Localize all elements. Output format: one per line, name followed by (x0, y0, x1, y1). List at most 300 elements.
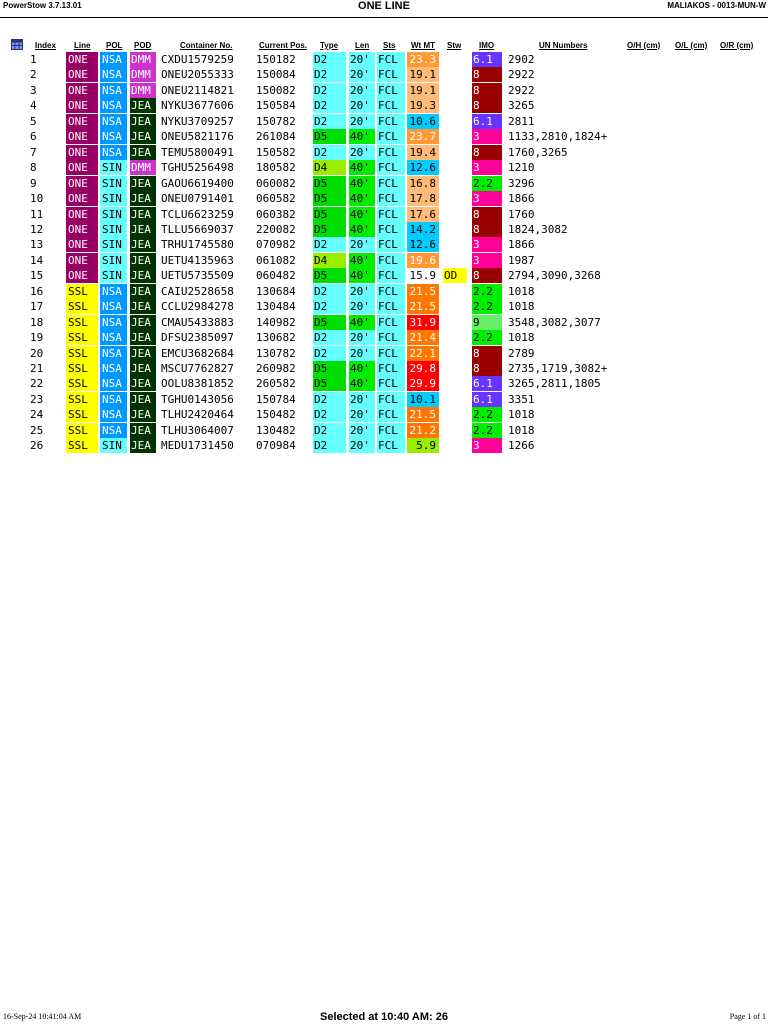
cell-un-numbers: 2922 (508, 68, 535, 82)
cell-container-no: ONEU5821176 (161, 130, 234, 144)
cell-type: D2 (313, 284, 346, 299)
header-or[interactable]: O/R (cm) (720, 41, 754, 50)
cell-pod: JEA (130, 222, 156, 237)
cell-len: 40' (349, 268, 375, 283)
cell-index: 2 (30, 68, 37, 82)
cell-stowage (443, 284, 467, 299)
cell-len: 40' (349, 253, 375, 268)
cell-sts: FCL (377, 52, 405, 67)
cell-weight: 17.6 (407, 207, 439, 222)
cell-pol: SIN (100, 268, 127, 283)
cell-type: D2 (313, 299, 346, 314)
cell-current-pos: 150782 (256, 114, 296, 128)
header-pol[interactable]: POL (106, 41, 123, 50)
cell-pod: JEA (130, 176, 156, 191)
cell-weight: 23.3 (407, 52, 439, 67)
cell-container-no: MEDU1731450 (161, 439, 234, 453)
cell-pol: NSA (100, 361, 127, 376)
cell-imo: 6.1 (472, 52, 502, 67)
cell-len: 40' (349, 315, 375, 330)
cell-line: ONE (66, 176, 98, 191)
cell-type: D2 (313, 145, 346, 160)
cell-len: 40' (349, 191, 375, 206)
header-type[interactable]: Type (320, 41, 339, 50)
table-row[interactable] (0, 83, 768, 98)
cell-pol: NSA (100, 407, 127, 422)
cell-stowage (443, 98, 467, 113)
cell-type: D2 (313, 438, 346, 453)
cell-len: 40' (349, 361, 375, 376)
cell-pol: SIN (100, 253, 127, 268)
cell-pod: JEA (130, 376, 156, 391)
cell-sts: FCL (377, 129, 405, 144)
cell-current-pos: 220082 (256, 222, 296, 236)
table-row[interactable] (0, 207, 768, 222)
table-row[interactable] (0, 114, 768, 129)
cell-imo: 2.2 (472, 284, 502, 299)
cell-type: D5 (313, 176, 346, 191)
cell-pol: NSA (100, 330, 127, 345)
cell-index: 7 (30, 145, 37, 159)
cell-weight: 21.4 (407, 330, 439, 345)
cell-pol: SIN (100, 438, 127, 453)
table-row[interactable] (0, 191, 768, 206)
cell-un-numbers: 1866 (508, 192, 535, 206)
cell-stowage (443, 207, 467, 222)
cell-imo: 3 (472, 191, 502, 206)
cell-sts: FCL (377, 376, 405, 391)
cell-index: 19 (30, 331, 44, 345)
table-row[interactable] (0, 376, 768, 391)
cell-pod: JEA (130, 330, 156, 345)
cell-imo: 6.1 (472, 392, 502, 407)
table-row[interactable] (0, 52, 768, 67)
cell-imo: 8 (472, 268, 502, 283)
cell-sts: FCL (377, 237, 405, 252)
table-grid-icon[interactable] (11, 39, 23, 50)
cell-current-pos: 180582 (256, 161, 296, 175)
cell-sts: FCL (377, 361, 405, 376)
cell-weight: 21.2 (407, 423, 439, 438)
cell-current-pos: 130684 (256, 284, 296, 298)
cell-line: SSL (66, 330, 98, 345)
cell-pod: JEA (130, 207, 156, 222)
cell-pol: NSA (100, 83, 127, 98)
cell-index: 12 (30, 222, 44, 236)
cell-pol: SIN (100, 222, 127, 237)
table-row[interactable] (0, 237, 768, 252)
cell-pol: NSA (100, 392, 127, 407)
cell-len: 20' (349, 114, 375, 129)
cell-line: ONE (66, 67, 98, 82)
cell-pol: SIN (100, 176, 127, 191)
cell-sts: FCL (377, 423, 405, 438)
cell-container-no: TGHU0143056 (161, 392, 234, 406)
cell-container-no: GAOU6619400 (161, 176, 234, 190)
cell-un-numbers: 3351 (508, 392, 535, 406)
cell-pod: JEA (130, 284, 156, 299)
cell-weight: 19.4 (407, 145, 439, 160)
table-row[interactable] (0, 67, 768, 82)
cell-pod: DMM (130, 160, 156, 175)
cell-type: D4 (313, 253, 346, 268)
cell-imo: 3 (472, 129, 502, 144)
cell-imo: 2.2 (472, 423, 502, 438)
cell-stowage (443, 423, 467, 438)
header-imo[interactable]: IMO (479, 41, 495, 50)
cell-un-numbers: 1760 (508, 207, 535, 221)
cell-line: SSL (66, 299, 98, 314)
cell-sts: FCL (377, 176, 405, 191)
cell-imo: 2.2 (472, 330, 502, 345)
cell-line: ONE (66, 145, 98, 160)
cell-line: ONE (66, 114, 98, 129)
cell-current-pos: 260582 (256, 377, 296, 391)
cell-type: D2 (313, 114, 346, 129)
cell-stowage (443, 237, 467, 252)
cell-current-pos: 130682 (256, 331, 296, 345)
cell-un-numbers: 3296 (508, 176, 535, 190)
table-row[interactable] (0, 438, 768, 453)
table-row[interactable] (0, 392, 768, 407)
cell-stowage (443, 222, 467, 237)
cell-line: ONE (66, 268, 98, 283)
cell-pol: NSA (100, 145, 127, 160)
cell-line: SSL (66, 376, 98, 391)
cell-len: 40' (349, 376, 375, 391)
cell-current-pos: 130782 (256, 346, 296, 360)
cell-pol: SIN (100, 207, 127, 222)
cell-len: 20' (349, 330, 375, 345)
cell-weight: 29.9 (407, 376, 439, 391)
cell-pol: NSA (100, 299, 127, 314)
header-container-no[interactable]: Container No. (180, 41, 233, 50)
cell-stowage: OD (443, 268, 467, 283)
cell-stowage (443, 253, 467, 268)
cell-stowage (443, 392, 467, 407)
cell-current-pos: 260982 (256, 362, 296, 375)
print-datetime: 16-Sep-24 10:41:04 AM (3, 1012, 82, 1021)
cell-line: SSL (66, 392, 98, 407)
cell-index: 26 (30, 439, 44, 453)
header-oh[interactable]: O/H (cm) (627, 41, 661, 50)
table-row[interactable] (0, 160, 768, 175)
cell-len: 40' (349, 222, 375, 237)
cell-un-numbers: 3548,3082,3077 (508, 315, 601, 329)
cell-imo: 9 (472, 315, 502, 330)
table-row[interactable] (0, 299, 768, 314)
cell-weight: 10.1 (407, 392, 439, 407)
cell-type: D2 (313, 407, 346, 422)
cell-index: 1 (30, 53, 37, 66)
cell-type: D2 (313, 83, 346, 98)
cell-imo: 2.2 (472, 299, 502, 314)
cell-pol: NSA (100, 67, 127, 82)
cell-container-no: TLLU5669037 (161, 222, 234, 236)
cell-weight: 31.9 (407, 315, 439, 330)
cell-sts: FCL (377, 191, 405, 206)
cell-pod: JEA (130, 145, 156, 160)
cell-un-numbers: 2902 (508, 53, 535, 66)
cell-type: D4 (313, 160, 346, 175)
cell-weight: 21.5 (407, 407, 439, 422)
header-ol[interactable]: O/L (cm) (675, 41, 708, 50)
cell-container-no: DFSU2385097 (161, 331, 234, 345)
selection-summary: Selected at 10:40 AM: 26 (320, 1011, 448, 1023)
cell-pod: JEA (130, 392, 156, 407)
cell-type: D5 (313, 268, 346, 283)
cell-stowage (443, 376, 467, 391)
cell-pod: JEA (130, 237, 156, 252)
cell-stowage (443, 114, 467, 129)
header-len[interactable]: Len (355, 41, 370, 50)
table-row[interactable] (0, 361, 768, 376)
cell-stowage (443, 438, 467, 453)
cell-index: 24 (30, 408, 44, 422)
cell-line: ONE (66, 191, 98, 206)
cell-sts: FCL (377, 392, 405, 407)
header-current-pos[interactable]: Current Pos. (259, 41, 308, 50)
cell-un-numbers: 3265 (508, 99, 535, 113)
cell-index: 11 (30, 207, 44, 221)
cell-type: D5 (313, 222, 346, 237)
table-row[interactable] (0, 129, 768, 144)
table-row[interactable] (0, 145, 768, 160)
cell-line: ONE (66, 160, 98, 175)
cell-stowage (443, 346, 467, 361)
cell-sts: FCL (377, 253, 405, 268)
cell-len: 20' (349, 237, 375, 252)
table-row[interactable] (0, 176, 768, 191)
cell-sts: FCL (377, 284, 405, 299)
cell-index: 8 (30, 161, 37, 175)
table-row[interactable] (0, 268, 768, 283)
page-number: Page 1 of 1 (729, 1012, 766, 1021)
cell-un-numbers: 2794,3090,3268 (508, 269, 601, 283)
cell-len: 40' (349, 176, 375, 191)
cell-stowage (443, 145, 467, 160)
cell-weight: 5.9 (407, 438, 439, 453)
table-row[interactable] (0, 315, 768, 330)
cell-current-pos: 150084 (256, 68, 296, 82)
cell-pod: DMM (130, 83, 156, 98)
cell-line: SSL (66, 407, 98, 422)
cell-pol: SIN (100, 191, 127, 206)
cell-pod: JEA (130, 299, 156, 314)
header-un-numbers[interactable]: UN Numbers (539, 41, 588, 50)
cell-len: 40' (349, 129, 375, 144)
table-row[interactable] (0, 253, 768, 268)
cell-index: 23 (30, 392, 44, 406)
cell-pol: NSA (100, 423, 127, 438)
cell-sts: FCL (377, 268, 405, 283)
cell-type: D5 (313, 361, 346, 376)
header-pod[interactable]: POD (134, 41, 152, 50)
cell-un-numbers: 1018 (508, 300, 535, 314)
cell-weight: 19.6 (407, 253, 439, 268)
cell-stowage (443, 315, 467, 330)
cell-index: 4 (30, 99, 37, 113)
cell-index: 18 (30, 315, 44, 329)
cell-line: SSL (66, 438, 98, 453)
header-stw[interactable]: Stw (447, 41, 462, 50)
cell-imo: 3 (472, 438, 502, 453)
cell-len: 20' (349, 438, 375, 453)
cell-weight: 23.7 (407, 129, 439, 144)
cell-line: ONE (66, 52, 98, 67)
cell-type: D2 (313, 392, 346, 407)
cell-container-no: UETU5735509 (161, 269, 234, 283)
cell-stowage (443, 129, 467, 144)
cell-un-numbers: 1987 (508, 253, 535, 267)
cell-weight: 19.3 (407, 98, 439, 113)
cell-type: D2 (313, 330, 346, 345)
table-row[interactable] (0, 222, 768, 237)
cell-len: 20' (349, 284, 375, 299)
cell-weight: 12.6 (407, 237, 439, 252)
cell-un-numbers: 1133,2810,1824+ (508, 130, 608, 144)
cell-pol: NSA (100, 315, 127, 330)
cell-un-numbers: 1866 (508, 238, 535, 252)
cell-pol: SIN (100, 237, 127, 252)
cell-type: D5 (313, 129, 346, 144)
cell-current-pos: 150784 (256, 392, 296, 406)
cell-container-no: NYKU3677606 (161, 99, 234, 113)
cell-container-no: UETU4135963 (161, 253, 234, 267)
table-row[interactable] (0, 423, 768, 438)
cell-type: D5 (313, 315, 346, 330)
cell-len: 20' (349, 67, 375, 82)
cell-stowage (443, 83, 467, 98)
cell-un-numbers: 1760,3265 (508, 145, 568, 159)
cell-imo: 3 (472, 253, 502, 268)
cell-stowage (443, 407, 467, 422)
cell-stowage (443, 361, 467, 376)
cell-container-no: ONEU2114821 (161, 83, 234, 97)
cell-stowage (443, 52, 467, 67)
table-row[interactable] (0, 284, 768, 299)
cell-type: D2 (313, 67, 346, 82)
report-footer (0, 1010, 768, 1024)
cell-pod: JEA (130, 114, 156, 129)
cell-sts: FCL (377, 315, 405, 330)
cell-index: 16 (30, 284, 44, 298)
cell-index: 10 (30, 192, 44, 206)
cell-imo: 8 (472, 98, 502, 113)
cell-imo: 8 (472, 361, 502, 376)
cell-weight: 21.5 (407, 299, 439, 314)
cell-imo: 8 (472, 145, 502, 160)
header-line[interactable]: Line (74, 41, 91, 50)
cell-type: D5 (313, 207, 346, 222)
cell-len: 20' (349, 52, 375, 67)
cell-type: D2 (313, 346, 346, 361)
cell-imo: 3 (472, 237, 502, 252)
cell-index: 3 (30, 83, 37, 97)
table-row[interactable] (0, 98, 768, 113)
cell-un-numbers: 2922 (508, 83, 535, 97)
cell-stowage (443, 191, 467, 206)
cell-index: 9 (30, 176, 37, 190)
cell-imo: 8 (472, 222, 502, 237)
cell-container-no: CXDU1579259 (161, 53, 234, 66)
cell-sts: FCL (377, 330, 405, 345)
cell-un-numbers: 2811 (508, 114, 535, 128)
cell-index: 15 (30, 269, 44, 283)
cell-weight: 19.1 (407, 83, 439, 98)
cell-type: D2 (313, 98, 346, 113)
cell-sts: FCL (377, 438, 405, 453)
cell-sts: FCL (377, 114, 405, 129)
cell-weight: 21.5 (407, 284, 439, 299)
table-row[interactable] (0, 407, 768, 422)
cell-pol: NSA (100, 129, 127, 144)
cell-len: 40' (349, 160, 375, 175)
cell-weight: 15.9 (407, 268, 439, 283)
cell-len: 20' (349, 346, 375, 361)
cell-index: 17 (30, 300, 44, 314)
cell-imo: 8 (472, 346, 502, 361)
cell-sts: FCL (377, 407, 405, 422)
cell-len: 40' (349, 207, 375, 222)
cell-pod: JEA (130, 423, 156, 438)
cell-type: D2 (313, 52, 346, 67)
cell-pol: NSA (100, 114, 127, 129)
cell-sts: FCL (377, 346, 405, 361)
report-header (0, 0, 768, 18)
cell-imo: 2.2 (472, 176, 502, 191)
cell-stowage (443, 330, 467, 345)
cell-container-no: TLHU2420464 (161, 408, 234, 422)
cell-current-pos: 140982 (256, 315, 296, 329)
cell-un-numbers: 1018 (508, 408, 535, 422)
cell-current-pos: 061082 (256, 253, 296, 267)
cell-index: 5 (30, 114, 37, 128)
cell-sts: FCL (377, 299, 405, 314)
cell-weight: 19.1 (407, 67, 439, 82)
header-sts[interactable]: Sts (383, 41, 396, 50)
cell-imo: 8 (472, 207, 502, 222)
cell-un-numbers: 1824,3082 (508, 222, 568, 236)
cell-current-pos: 150082 (256, 83, 296, 97)
cell-un-numbers: 3265,2811,1805 (508, 377, 601, 391)
cell-pod: DMM (130, 52, 156, 67)
cell-container-no: ONEU0791401 (161, 192, 234, 206)
cell-imo: 8 (472, 67, 502, 82)
cell-type: D5 (313, 191, 346, 206)
cell-current-pos: 060482 (256, 269, 296, 283)
cell-current-pos: 060082 (256, 176, 296, 190)
cell-sts: FCL (377, 222, 405, 237)
cell-pod: JEA (130, 315, 156, 330)
cell-line: ONE (66, 253, 98, 268)
table-row[interactable] (0, 346, 768, 361)
cell-un-numbers: 2735,1719,3082+ (508, 362, 608, 375)
cell-line: ONE (66, 83, 98, 98)
cell-imo: 3 (472, 160, 502, 175)
header-wt[interactable]: Wt MT (411, 41, 435, 50)
header-index[interactable]: Index (35, 41, 56, 50)
cell-container-no: TEMU5800491 (161, 145, 234, 159)
cell-pod: JEA (130, 98, 156, 113)
cell-container-no: TCLU6623259 (161, 207, 234, 221)
cell-len: 20' (349, 407, 375, 422)
cell-index: 13 (30, 238, 44, 252)
table-row[interactable] (0, 330, 768, 345)
cell-type: D5 (313, 376, 346, 391)
cell-current-pos: 070984 (256, 439, 296, 453)
cell-un-numbers: 1210 (508, 161, 535, 175)
